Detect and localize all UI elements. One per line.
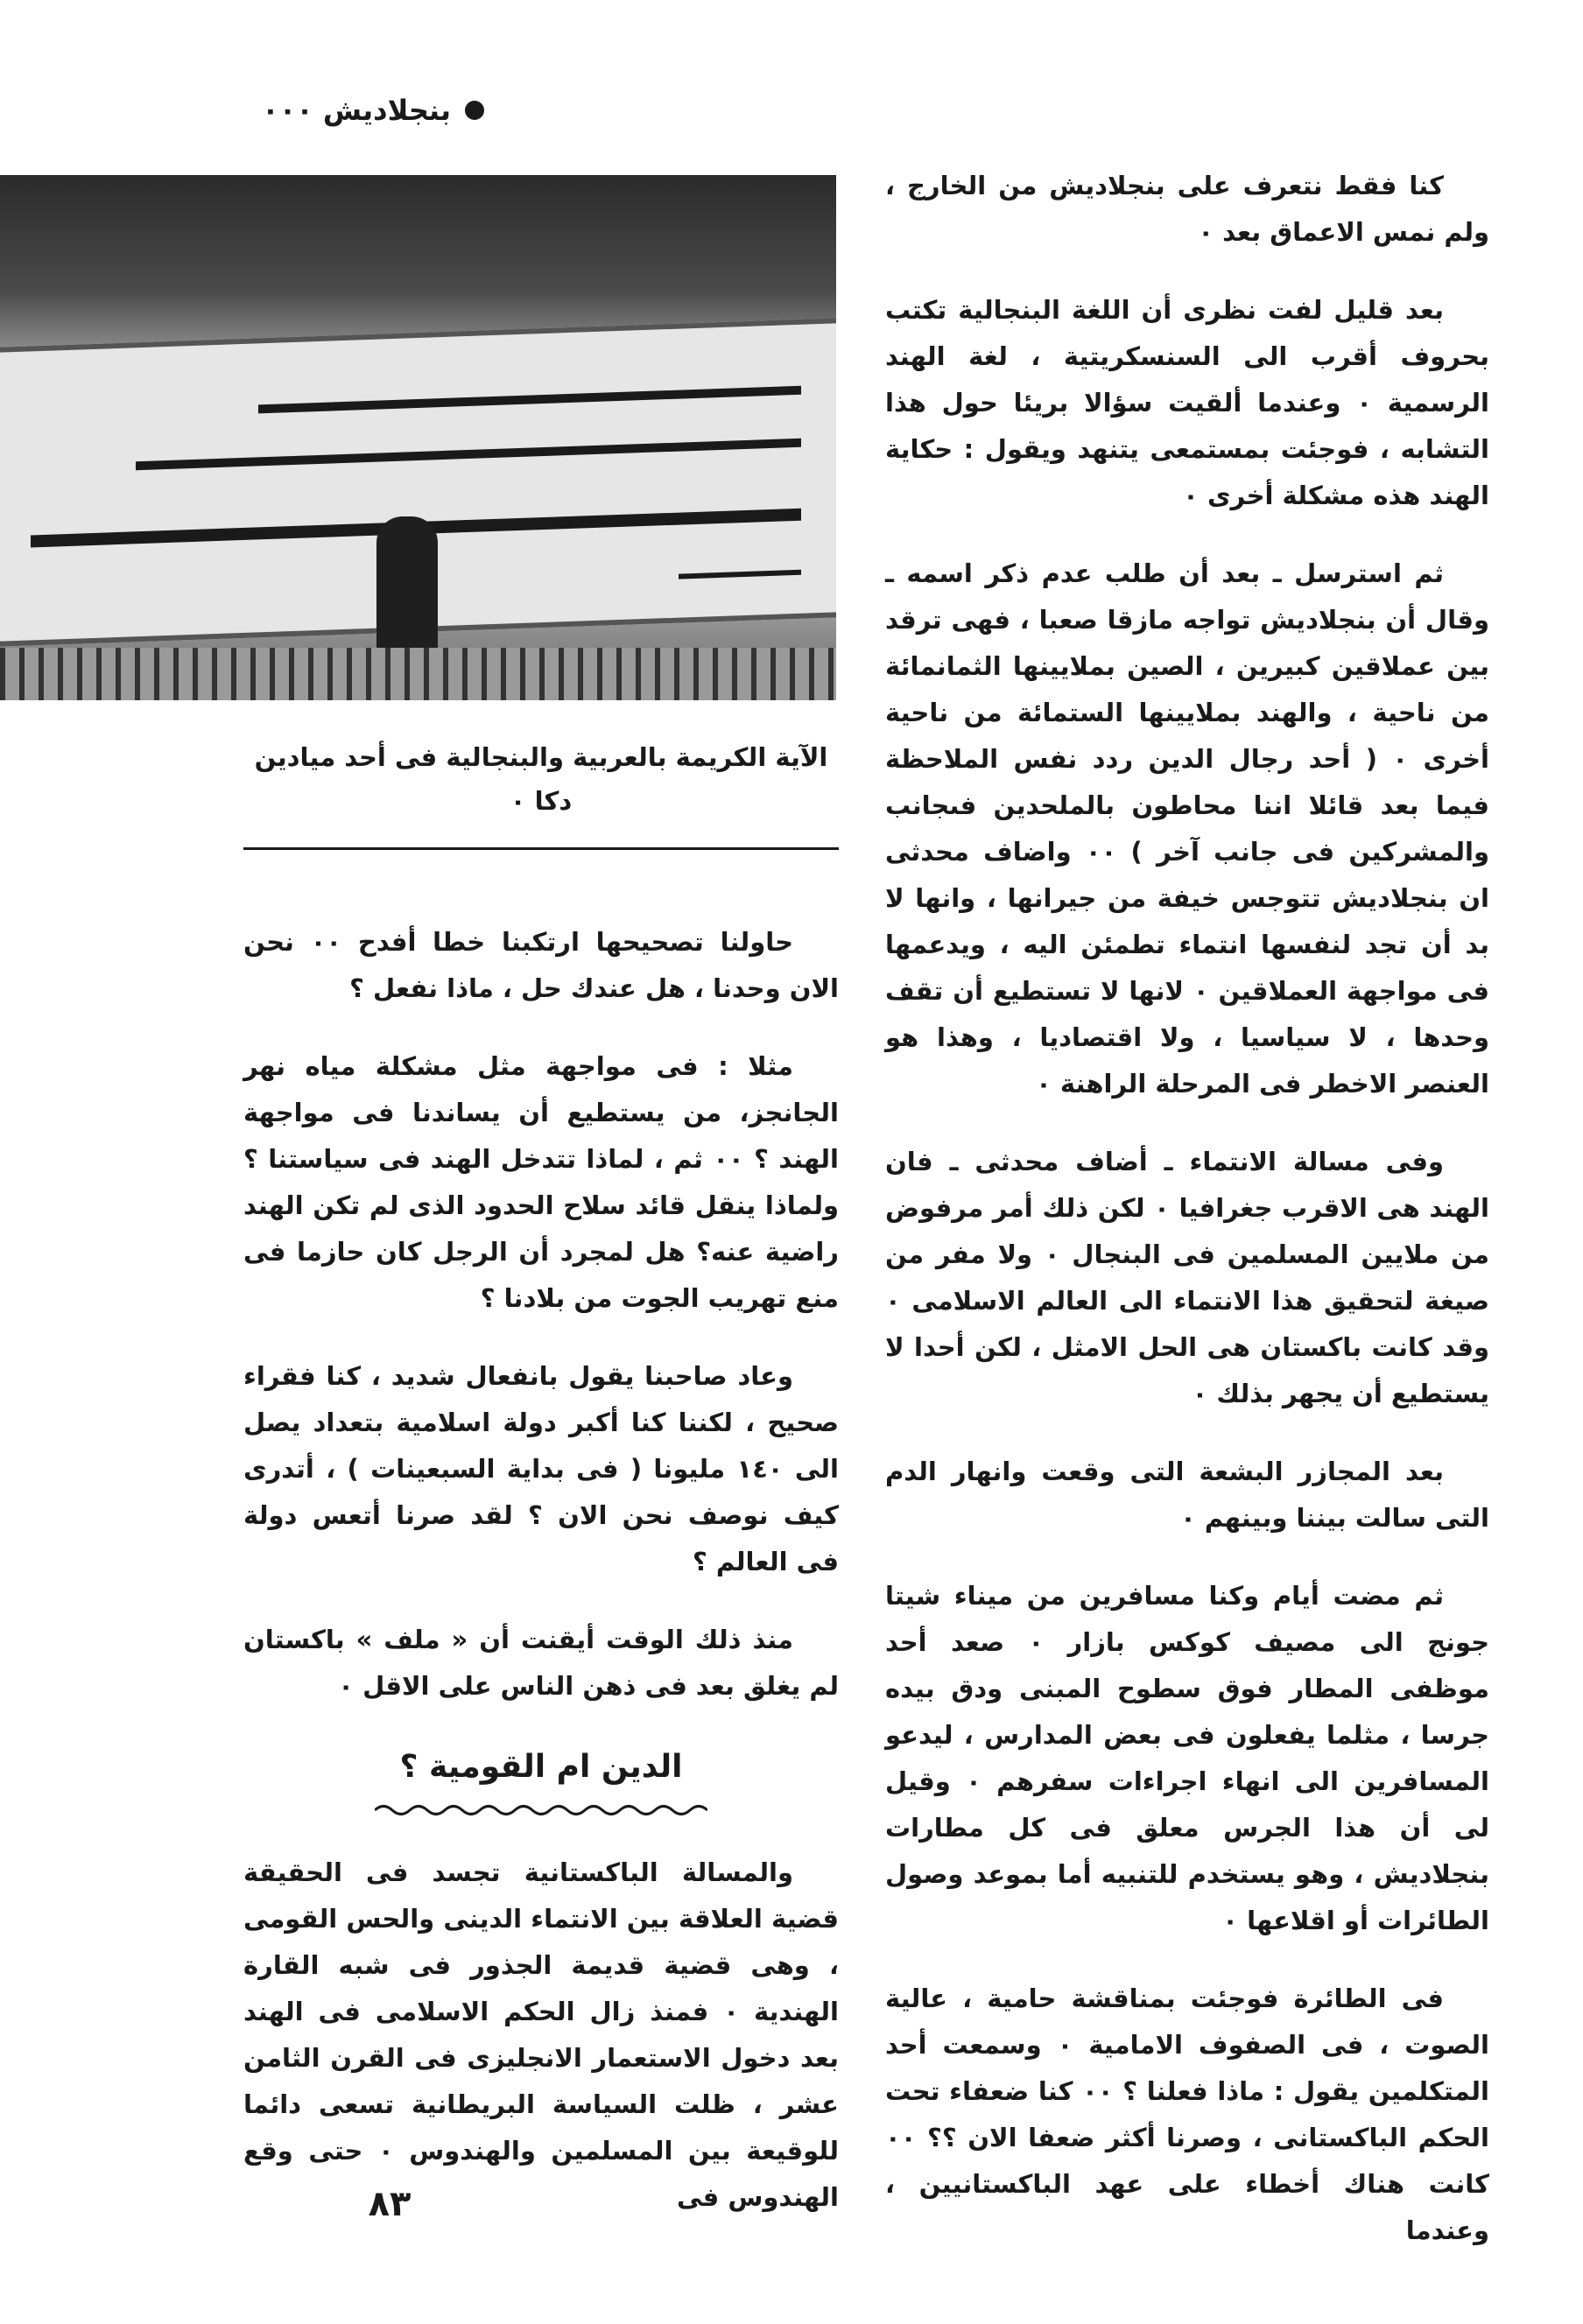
fence-railing [0, 648, 836, 700]
photo-caption: الآية الكريمة بالعربية والبنجالية فى أحد ميادين دكا ٠ [254, 742, 828, 816]
paragraph: كنا فقط نتعرف على بنجلاديش من الخارج ، ولم نمس الاعماق بعد ٠ [885, 171, 1489, 247]
caption-divider [243, 847, 839, 850]
wavy-underline [375, 1802, 707, 1818]
paragraph: بعد قليل لفت نظرى أن اللغة البنجالية تكتب بحروف أقرب الى السنسكريتية ، لغة الهند الرسمية ٠ وعندما ألقيت سؤالا بريئا حول هذا التشابه ، فوجئت بمستمعى يتنهد ويقول : حكاية الهند هذه مشكلة أخرى ٠ [885, 295, 1489, 510]
street-banner-photo [0, 175, 836, 700]
running-title: بنجلاديش ٠٠٠ [262, 94, 451, 127]
right-column [885, 163, 1489, 2285]
paragraph: ثم مضت أيام وكنا مسافرين من ميناء شيتا جونج الى مصيف كوكس بازار ٠ صعد أحد موظفى المطار فوق سطوح المبنى ودق بيده جرسا ، مثلما يفعلون فى بعض المدارس ، ليدعو المسافرين الى انهاء اجراءات سفرهم ٠ وقيل لى أن هذا الجرس معلق فى كل مطارات بنجلاديش ، وهو يستخدم للتنبيه أما بموعد وصول الطائرات أو اقلاعها ٠ [885, 1581, 1489, 1935]
section-heading: الدين ام القومية ؟ [399, 1749, 683, 1785]
paragraph: مثلا : فى مواجهة مثل مشكلة مياه نهر الجانجز، من يستطيع أن يساندنا فى مواجهة الهند ؟ ٠٠ ثم ، لماذا تتدخل الهند فى سياستنا ؟ ولماذا ينقل قائد سلاح الحدود الذى لم تكن الهند راضية عنه؟ هل لمجرد أن الرجل كان حازما فى منع تهريب الجوت من بلادنا ؟ [243, 1051, 839, 1313]
paragraph: حاولنا تصحيحها ارتكبنا خطا أفدح ٠٠ نحن الان وحدنا ، هل عندك حل ، ماذا نفعل ؟ [243, 927, 839, 1003]
paragraph: ثم استرسل ـ بعد أن طلب عدم ذكر اسمه ـ وقال أن بنجلاديش تواجه مازقا صعبا ، فهى ترقد بين عملاقين كبيرين ، الصين بملايينها الثمانمائة من ناحية ، والهند بملايينها الستمائة من ناحية أخرى ٠ ( أحد رجال الدين ردد نفس الملاحظة فيما بعد قائلا اننا محاطون بالملحدين فىجانب والمشركين فى جانب آخر ) ٠٠ واضاف محدثى ان بنجلاديش تتوجس خيفة من جيرانها ، وانها لا بد أن تجد لنفسها انتماء تطمئن اليه ، ويدعمها فى مواجهة العملاقين ٠ لانها لا تستطيع أن تقف وحدها ، لا سياسيا ، ولا اقتصاديا ، وهذا هو العنصر الاخطر فى المرحلة الراهنة ٠ [885, 558, 1489, 1099]
paragraph: والمسالة الباكستانية تجسد فى الحقيقة قضية العلاقة بين الانتماء الدينى والحس القومى ، وهى قضية قديمة الجذور فى شبه القارة الهندية ٠ فمنذ زال الحكم الاسلامى فى الهند بعد دخول الاستعمار الانجليزى فى القرن الثامن عشر ، ظلت السياسة البريطانية تسعى دائما للوقيعة بين المسلمين والهندوس ٠ حتى وقع الهندوس فى [243, 1857, 839, 2212]
paragraph: فى الطائرة فوجئت بمناقشة حامية ، عالية الصوت ، فى الصفوف الامامية ٠ وسمعت أحد المتكلمين يقول : ماذا فعلنا ؟ ٠٠ كنا ضعفاء تحت الحكم الباكستانى ، وصرنا أكثر ضعفا الان ؟؟ ٠٠ كانت هناك أخطاء على عهد الباكستانيين ، وعندما [885, 1983, 1489, 2245]
pedestrian-silhouette [376, 516, 438, 665]
page-number: ٨٣ [368, 2184, 412, 2224]
paragraph: وعاد صاحبنا يقول بانفعال شديد ، كنا فقراء صحيح ، لكننا كنا أكبر دولة اسلامية بتعداد يصل الى ١٤٠ مليونا ( فى بداية السبعينات ) ، أتدرى كيف نوصف نحن الان ؟ لقد صرنا أتعس دولة فى العالم ؟ [243, 1361, 839, 1576]
paragraph: بعد المجازر البشعة التى وقعت وانهار الدم التى سالت بيننا وبينهم ٠ [885, 1457, 1489, 1533]
paragraph: وفى مسالة الانتماء ـ أضاف محدثى ـ فان الهند هى الاقرب جغرافيا ٠ لكن ذلك أمر مرفوض من ملايين المسلمين فى البنجال ٠ ولا مفر من صيغة لتحقيق هذا الانتماء الى العالم الاسلامى ٠ وقد كانت باكستان هى الحل الامثل ، لكن أحدا لا يستطيع أن يجهر بذلك ٠ [885, 1147, 1490, 1408]
left-column [243, 919, 839, 2252]
running-header [195, 88, 484, 133]
paragraph: منذ ذلك الوقت أيقنت أن « ملف » باكستان لم يغلق بعد فى ذهن الناس على الاقل ٠ [243, 1625, 839, 1701]
bullet-icon [465, 101, 484, 120]
